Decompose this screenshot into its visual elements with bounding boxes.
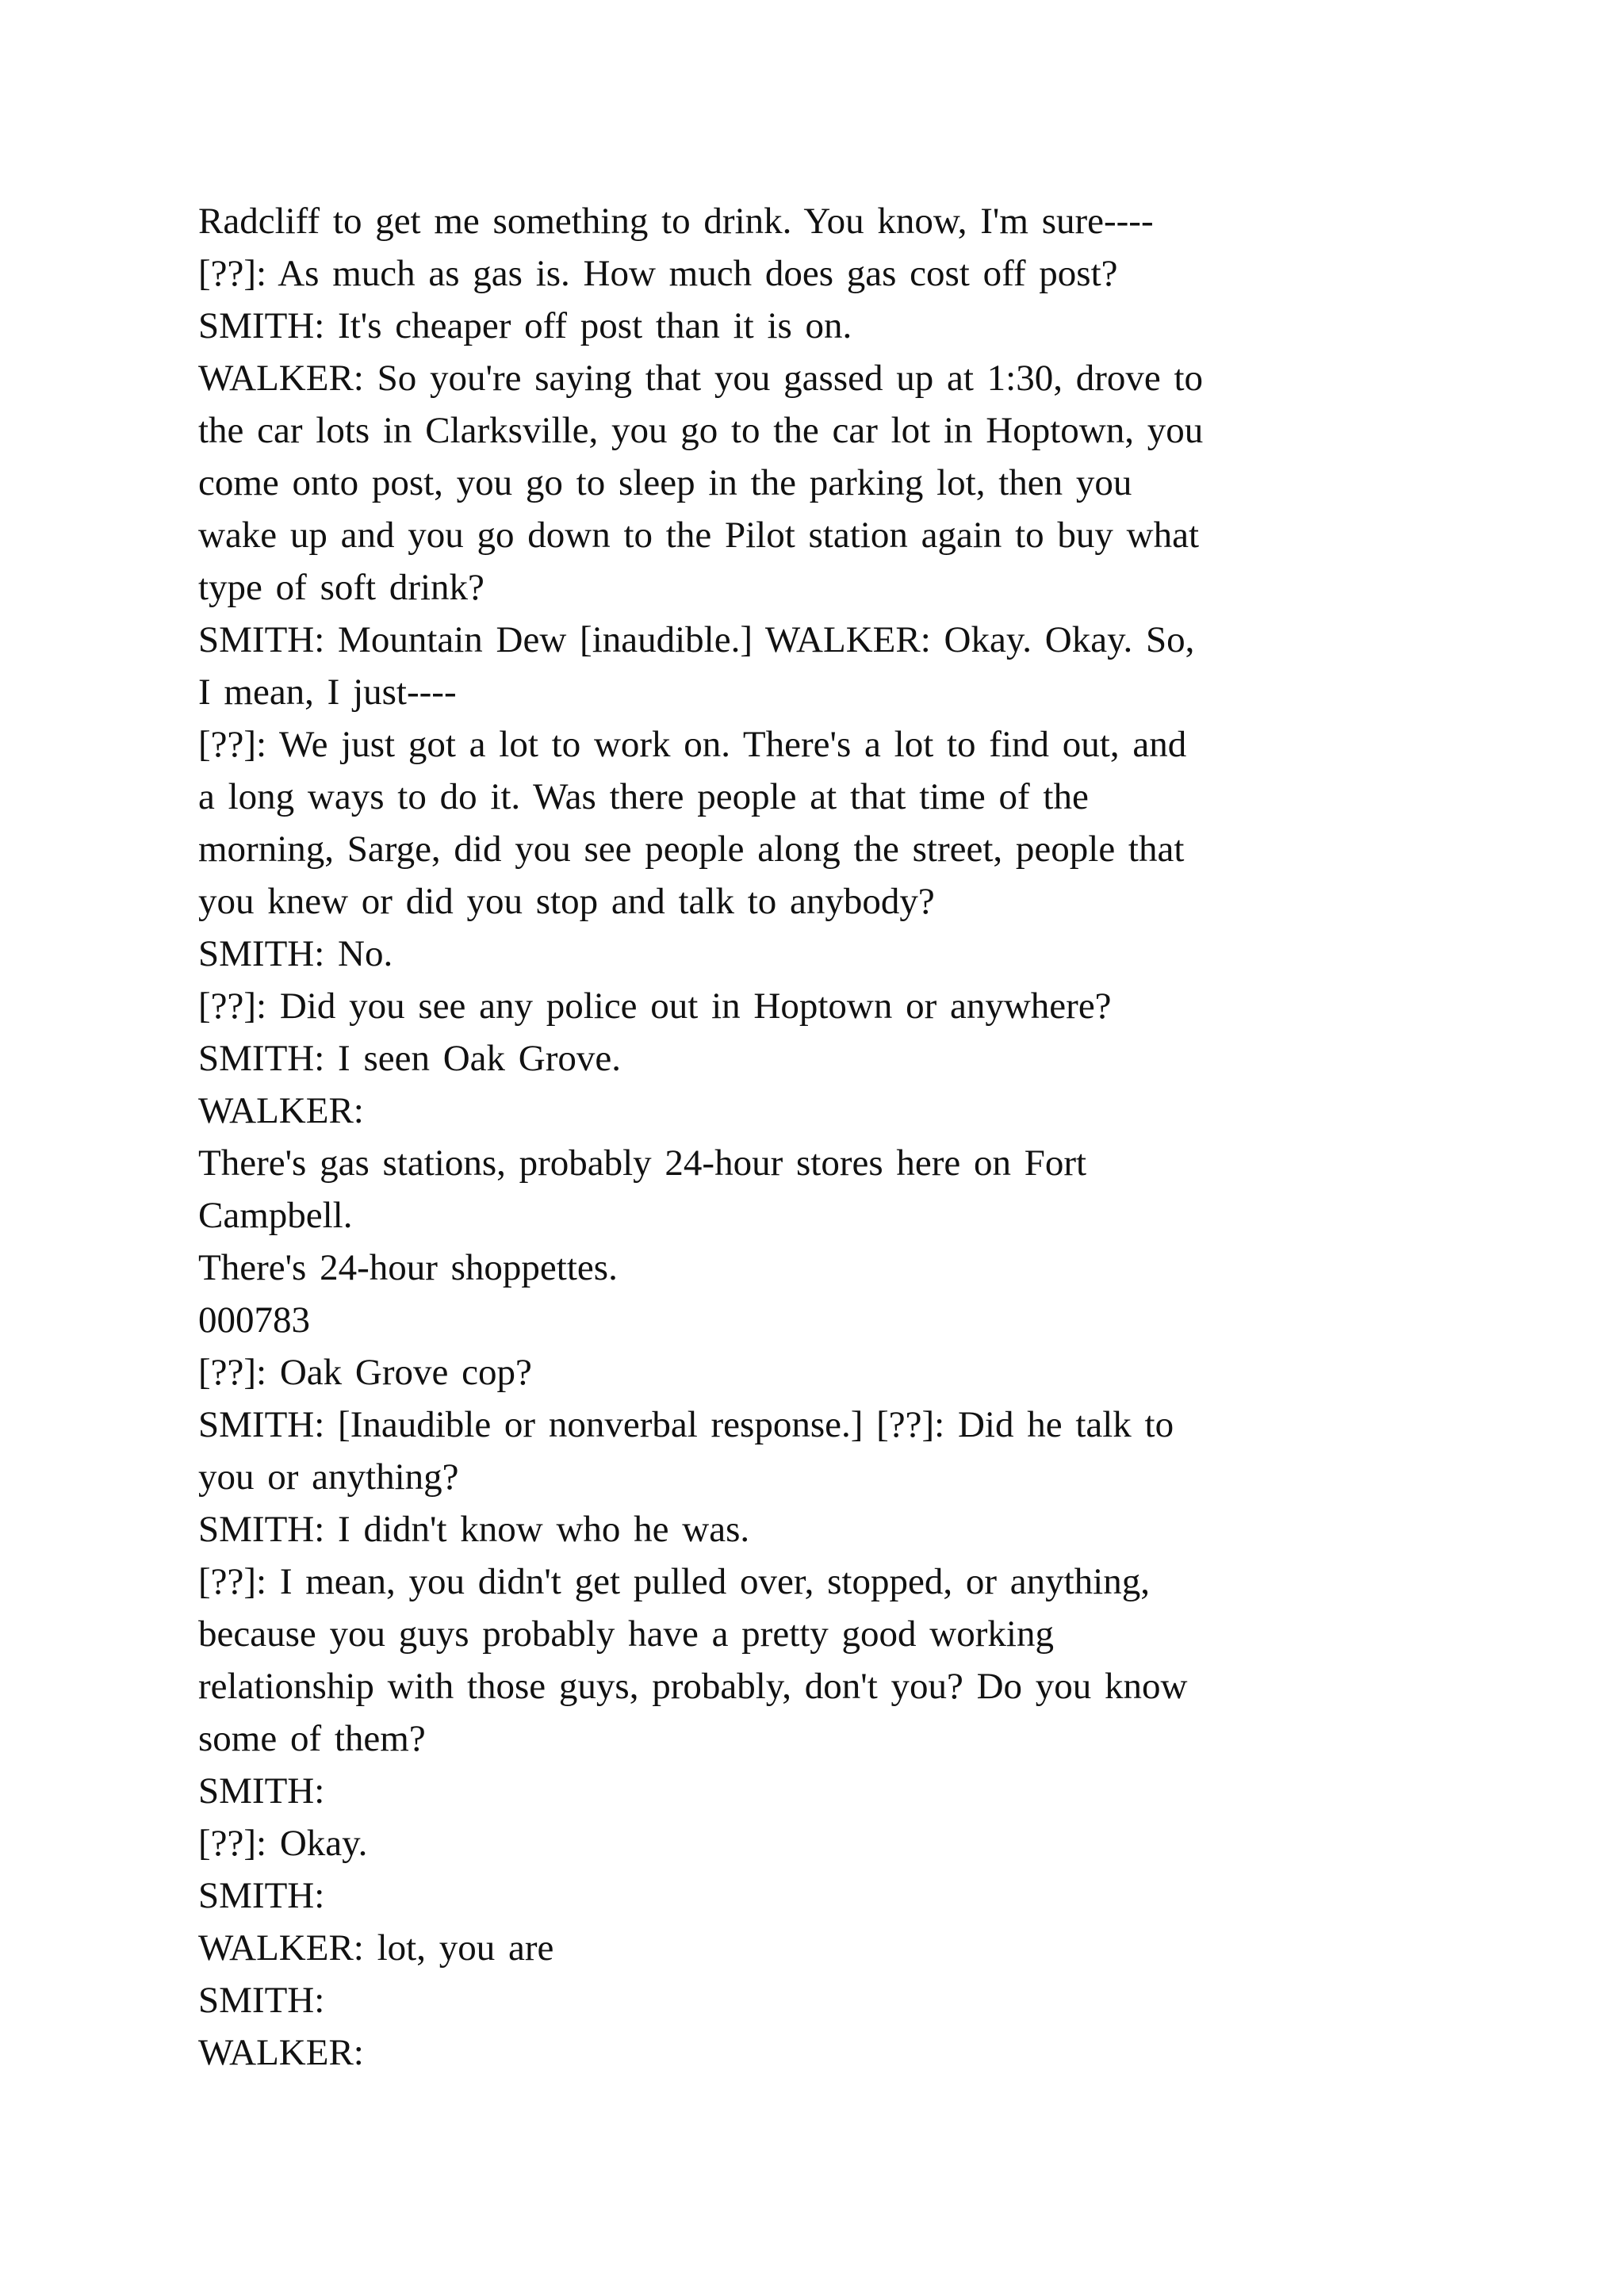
transcript-line-10: I mean, I just----: [198, 672, 457, 713]
transcript-line-35: SMITH:: [198, 1980, 325, 2021]
transcript-text: [198, 195, 1435, 2079]
transcript-line-6: come onto post, you go to sleep in the parking lot, then you: [198, 462, 1132, 503]
transcript-line-32: [??]: Okay.: [198, 1823, 368, 1864]
transcript-line-23: [??]: Oak Grove cop?: [198, 1352, 532, 1393]
transcript-line-11: [??]: We just got a lot to work on. There's a lot to find out, and: [198, 724, 1187, 765]
transcript-line-29: relationship with those guys, probably, don't you? Do you know: [198, 1666, 1188, 1707]
page-number-000783: 000783: [198, 1299, 310, 1341]
transcript-line-24: SMITH: [Inaudible or nonverbal response.] [??]: Did he talk to: [198, 1404, 1174, 1445]
transcript-line-16: [??]: Did you see any police out in Hoptown or anywhere?: [198, 985, 1112, 1027]
transcript-line-36: WALKER:: [198, 2032, 364, 2073]
transcript-line-19: There's gas stations, probably 24-hour stores here on Fort: [198, 1142, 1087, 1184]
transcript-line-2: [??]: As much as gas is. How much does gas cost off post?: [198, 253, 1118, 294]
transcript-line-28: because you guys probably have a pretty good working: [198, 1613, 1054, 1655]
transcript-line-5: the car lots in Clarksville, you go to the car lot in Hoptown, you: [198, 410, 1204, 451]
transcript-line-8: type of soft drink?: [198, 567, 485, 608]
transcript-line-13: morning, Sarge, did you see people along the street, people that: [198, 828, 1185, 870]
transcript-line-7: wake up and you go down to the Pilot station again to buy what: [198, 515, 1200, 556]
transcript-line-3: SMITH: It's cheaper off post than it is on.: [198, 305, 852, 346]
transcript-line-26: SMITH: I didn't know who he was.: [198, 1509, 750, 1550]
transcript-line-21: There's 24-hour shoppettes.: [198, 1247, 618, 1288]
transcript-line-14: you knew or did you stop and talk to anybody?: [198, 881, 935, 922]
transcript-line-31: SMITH:: [198, 1770, 325, 1812]
transcript-line-20: Campbell.: [198, 1195, 353, 1236]
transcript-line-9: SMITH: Mountain Dew [inaudible.] WALKER: Okay. Okay. So,: [198, 619, 1195, 660]
transcript-line-1: Radcliff to get me something to drink. You know, I'm sure----: [198, 201, 1154, 242]
transcript-line-12: a long ways to do it. Was there people at that time of the: [198, 776, 1089, 817]
transcript-line-33: SMITH:: [198, 1875, 325, 1916]
transcript-line-15: SMITH: No.: [198, 933, 393, 974]
transcript-line-17: SMITH: I seen Oak Grove.: [198, 1038, 621, 1079]
transcript-line-18: WALKER:: [198, 1090, 364, 1131]
transcript-line-34: WALKER: lot, you are: [198, 1927, 554, 1969]
transcript-line-25: you or anything?: [198, 1456, 459, 1498]
transcript-line-30: some of them?: [198, 1718, 426, 1759]
transcript-line-27: [??]: I mean, you didn't get pulled over, stopped, or anything,: [198, 1561, 1150, 1602]
transcript-line-4: WALKER: So you're saying that you gassed up at 1:30, drove to: [198, 358, 1204, 399]
